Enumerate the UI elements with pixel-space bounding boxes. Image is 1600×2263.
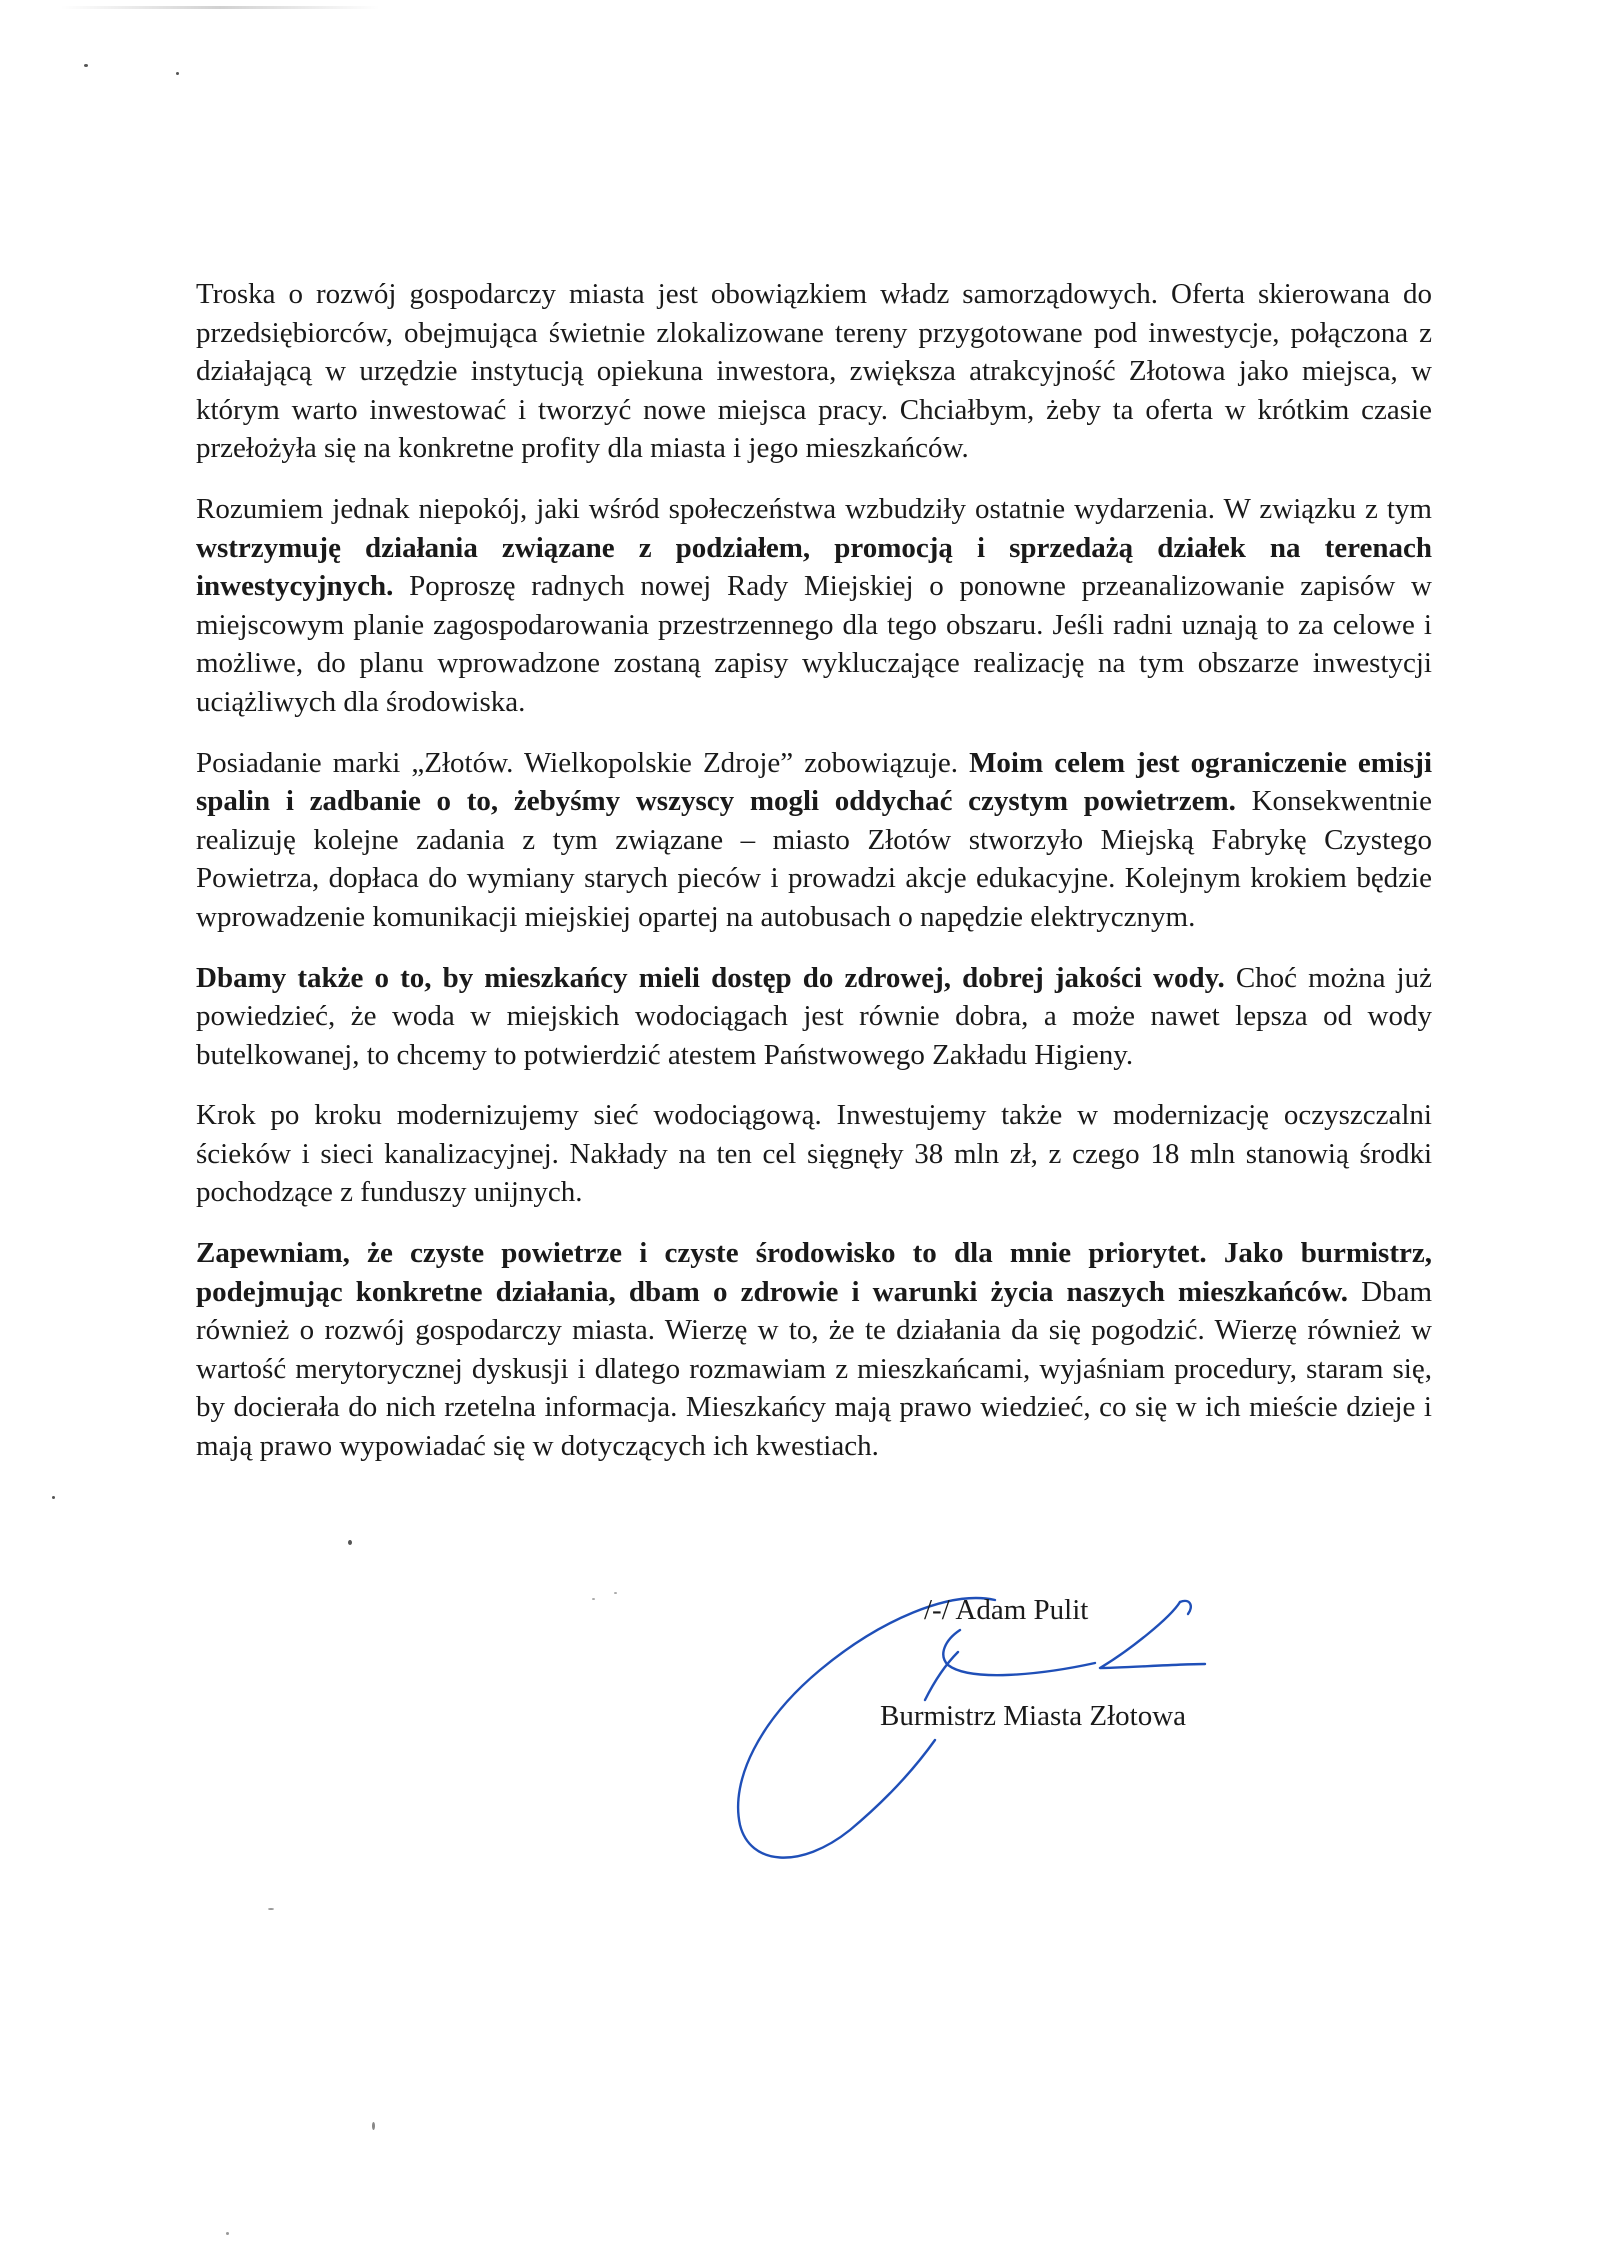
scan-speck (52, 1496, 55, 1499)
letter-paragraph (196, 1096, 1432, 1212)
letter-body (196, 275, 1432, 1488)
scan-speck (592, 1598, 595, 1600)
paragraph-text: Posiadanie marki „Złotów. Wielkopolskie Zdroje” zobowiązuje. (196, 746, 970, 779)
scan-speck (84, 64, 88, 67)
paragraph-text: Poproszę radnych nowej Rady Miejskiej o ponowne przeanalizowanie zapisów w miejscowym planie zagospodarowania przestrzennego dla tego obszaru. Jeśli radni uznają to za celowe i możliwe, do planu wprowadzone zostaną zapisy wykluczające realizację na tym obszarze inwestycji uciążliwych dla środowiska. (196, 570, 1432, 718)
signature-title: Burmistrz Miasta Złotowa (880, 1700, 1187, 1732)
signature-block (700, 1560, 1320, 1900)
scan-speck (348, 1540, 352, 1545)
paragraph-text: Konsekwentnie realizuję kolejne zadania z tym związane – miasto Złotów stworzyło Miejską Fabrykę Czystego Powietrza, dopłaca do wymiany starych pieców i prowadzi akcje edukacyjne. Kolejnym krokiem będzie wprowadzenie komunikacji miejskiej opartej na autobusach o napędzie elektrycznym. (196, 785, 1432, 933)
signature-name: /-/ Adam Pulit (924, 1594, 1089, 1626)
letter-paragraph (196, 959, 1432, 1075)
letter-paragraph (196, 1234, 1432, 1466)
scan-speck (268, 1908, 274, 1910)
scan-edge-shadow (60, 6, 380, 9)
emphasized-text: Zapewniam, że czyste powietrze i czyste środowisko to dla mnie priorytet. Jako burmistrz, podejmując konkretne działania, dbam o zdrowie i warunki życia naszych mieszkańców. (196, 1237, 1432, 1308)
paragraph-text: Choć można już powiedzieć, że woda w miejskich wodociągach jest równie dobra, a może nawet lepsza od wody butelkowanej, to chcemy to potwierdzić atestem Państwowego Zakładu Higieny. (196, 961, 1432, 1071)
emphasized-text: Moim celem jest ograniczenie emisji spalin i zadbanie o to, żebyśmy wszyscy mogli oddychać czystym powietrzem. (196, 746, 1432, 818)
letter-paragraph (196, 275, 1432, 468)
letter-paragraph (196, 744, 1432, 937)
paragraph-text: Rozumiem jednak niepokój, jaki wśród społeczeństwa wzbudziły ostatnie wydarzenia. W związku z tym (196, 492, 1432, 525)
paragraph-text: Dbam również o rozwój gospodarczy miasta. Wierzę w to, że te działania da się pogodzić. Wierzę również w wartość merytorycznej dyskusji i dlatego rozmawiam z mieszkańcami, wyjaśniam procedury, staram się, by docierała do nich rzetelna informacja. Mieszkańcy mają prawo wiedzieć, co się w ich mieście dzieje i mają prawo wypowiadać się w dotyczących ich kwestiach. (196, 1275, 1432, 1463)
scan-speck (176, 72, 179, 75)
scan-speck (226, 2232, 229, 2235)
paragraph-text: Troska o rozwój gospodarczy miasta jest obowiązkiem władz samorządowych. Oferta skierowana do przedsiębiorców, obejmująca świetnie zlokalizowane tereny przygotowane pod inwestycje, połączona z działającą w urzędzie instytucją opiekuna inwestora, zwiększa atrakcyjność Złotowa jako miejsca, w którym warto inwestować i tworzyć nowe miejsca pracy. Chciałbym, żeby ta oferta w krótkim czasie przełożyła się na konkretne profity dla miasta i jego mieszkańców. (196, 278, 1432, 465)
paragraph-text: Krok po kroku modernizujemy sieć wodociągową. Inwestujemy także w modernizację oczyszczalni ścieków i sieci kanalizacyjnej. Nakłady na ten cel sięgnęły 38 mln zł, z czego 18 mln stanowią środki pochodzące z funduszy unijnych. (196, 1099, 1432, 1209)
scan-speck (614, 1592, 617, 1594)
letter-paragraph (196, 490, 1432, 722)
emphasized-text: wstrzymuję działania związane z podziałem, promocją i sprzedażą działek na terenach inwestycyjnych. (196, 531, 1432, 603)
scan-speck (372, 2122, 375, 2130)
emphasized-text: Dbamy także o to, by mieszkańcy mieli dostęp do zdrowej, dobrej jakości wody. (196, 961, 1225, 994)
